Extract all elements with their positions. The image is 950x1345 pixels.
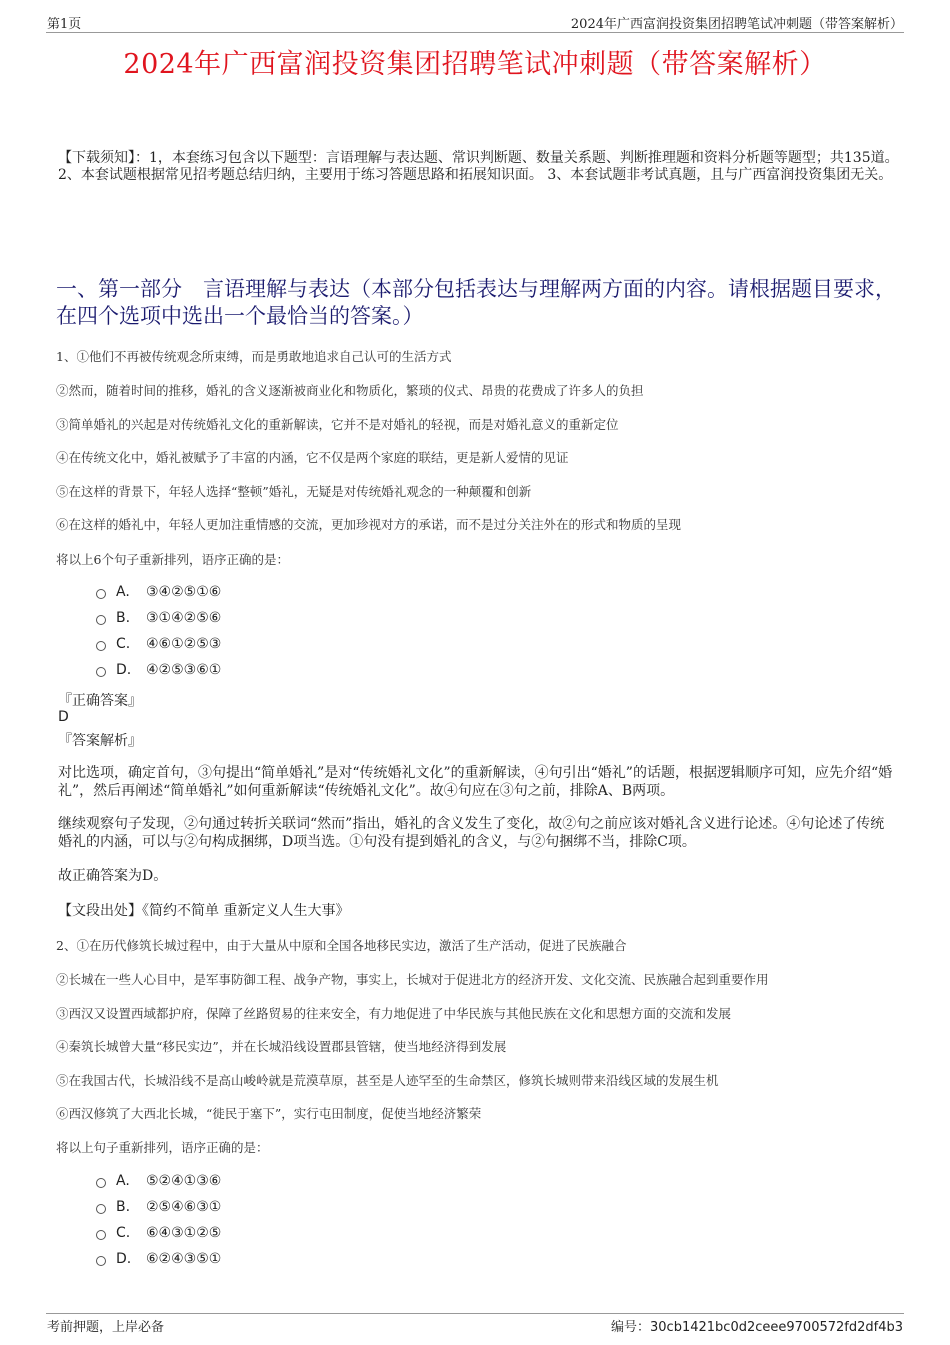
option-a[interactable] — [96, 1173, 221, 1189]
question-line: 2、①在历代修筑长城过程中，由于大量从中原和全国各地移民实边，激活了生产活动，促进了民族融合 — [56, 938, 627, 953]
question-line: ②然而，随着时间的推移，婚礼的含义逐渐被商业化和物质化，繁琐的仪式、昂贵的花费成了许多人的负担 — [56, 383, 644, 398]
option-text: ⑤②④①③⑥ — [146, 1173, 222, 1189]
option-letter: A. — [116, 584, 130, 600]
header-page-label: 第1页 — [47, 17, 82, 32]
analysis-label: 『答案解析』 — [58, 733, 142, 749]
option-c[interactable] — [96, 636, 221, 652]
option-letter: D. — [116, 662, 132, 678]
radio-icon[interactable] — [96, 1204, 106, 1214]
option-letter: C. — [116, 636, 131, 652]
source-citation: 【文段出处】《简约不简单 重新定义人生大事》 — [58, 903, 350, 919]
analysis-paragraph: 对比选项，确定首句，③句提出“简单婚礼”是对“传统婚礼文化”的重新解读，④句引出“婚礼”的话题，根据逻辑顺序可知，应先介绍“婚礼”，然后再阐述“简单婚礼”如何重新解读“传统婚礼文化”。故④句应在③句之前，排除A、B两项。 — [58, 765, 893, 799]
option-text: ⑥②④③⑤① — [146, 1251, 222, 1267]
option-b[interactable] — [96, 610, 221, 626]
question-line: 1、①他们不再被传统观念所束缚，而是勇敢地追求自己认可的生活方式 — [56, 349, 452, 364]
question-line: ②长城在一些人心目中，是军事防御工程、战争产物，事实上，长城对于促进北方的经济开发、文化交流、民族融合起到重要作用 — [56, 972, 769, 987]
option-b[interactable] — [96, 1199, 221, 1215]
option-text: ③①④②⑤⑥ — [146, 610, 222, 626]
question-line: ④秦筑长城曾大量“移民实边”，并在长城沿线设置郡县管辖，使当地经济得到发展 — [56, 1039, 507, 1054]
option-text: ②⑤④⑥③① — [146, 1199, 222, 1215]
footer-slogan: 考前押题，上岸必备 — [47, 1320, 165, 1335]
analysis-conclusion: 故正确答案为D。 — [58, 868, 168, 884]
option-text: ③④②⑤①⑥ — [146, 584, 222, 600]
answer-value: D — [58, 709, 69, 725]
question-line: ⑥在这样的婚礼中，年轻人更加注重情感的交流，更加珍视对方的承诺，而不是过分关注外在的形式和物质的呈现 — [56, 517, 682, 532]
option-text: ⑥④③①②⑤ — [146, 1225, 222, 1241]
radio-icon[interactable] — [96, 615, 106, 625]
option-letter: D. — [116, 1251, 132, 1267]
footer-code — [611, 1316, 903, 1335]
question-line: ③西汉又设置西域都护府，保障了丝路贸易的往来安全，有力地促进了中华民族与其他民族在文化和思想方面的交流和发展 — [56, 1006, 732, 1021]
question-prompt: 将以上句子重新排列，语序正确的是： — [56, 1140, 269, 1155]
footer-code-label: 编号： — [611, 1320, 651, 1335]
question-line: ⑤在这样的背景下，年轻人选择“整顿”婚礼，无疑是对传统婚礼观念的一种颠覆和创新 — [56, 484, 532, 499]
radio-icon[interactable] — [96, 667, 106, 677]
download-notice: 【下载须知】：1，本套练习包含以下题型：言语理解与表达题、常识判断题、数量关系题、判断推理题和资料分析题等题型；共135道。 2、本套试题根据常见招考题总结归纳，主要用于练习答题思路和拓展知识面。 3、本套试题非考试真题，且与广西富润投资集团无关。 — [58, 150, 899, 183]
option-letter: A. — [116, 1173, 130, 1189]
option-letter: C. — [116, 1225, 131, 1241]
page-title: 2024年广西富润投资集团招聘笔试冲刺题（带答案解析） — [123, 49, 827, 80]
analysis-paragraph: 继续观察句子发现，②句通过转折关联词“然而”指出，婚礼的含义发生了变化，故②句之前应该对婚礼含义进行论述。④句论述了传统婚礼的内涵，可以与②句构成捆绑，D项当选。①句没有提到婚礼的含义，与②句捆绑不当，排除C项。 — [58, 816, 885, 850]
radio-icon[interactable] — [96, 1230, 106, 1240]
option-letter: B. — [116, 610, 131, 626]
question-line: ⑤在我国古代，长城沿线不是高山峻岭就是荒漠草原，甚至是人迹罕至的生命禁区，修筑长城则带来沿线区域的发展生机 — [56, 1073, 719, 1088]
radio-icon[interactable] — [96, 1178, 106, 1188]
option-text: ④⑥①②⑤③ — [146, 636, 222, 652]
question-line: ④在传统文化中，婚礼被赋予了丰富的内涵，它不仅是两个家庭的联结，更是新人爱情的见证 — [56, 450, 569, 465]
option-c[interactable] — [96, 1225, 221, 1241]
footer-code-value: 30cb1421bc0d2ceee9700572fd2df4b3 — [650, 1320, 903, 1335]
radio-icon[interactable] — [96, 641, 106, 651]
footer-divider — [46, 1313, 904, 1314]
question-prompt: 将以上6个句子重新排列，语序正确的是： — [56, 552, 289, 567]
option-d[interactable] — [96, 662, 221, 678]
header-doc-title: 2024年广西富润投资集团招聘笔试冲刺题（带答案解析） — [570, 17, 903, 32]
radio-icon[interactable] — [96, 589, 106, 599]
answer-label: 『正确答案』 — [58, 693, 142, 709]
option-letter: B. — [116, 1199, 131, 1215]
option-text: ④②⑤③⑥① — [146, 662, 222, 678]
option-d[interactable] — [96, 1251, 221, 1267]
radio-icon[interactable] — [96, 1256, 106, 1266]
section-title: 一、第一部分 言语理解与表达（本部分包括表达与理解两方面的内容。请根据题目要求，在四个选项中选出一个最恰当的答案。） — [56, 277, 896, 328]
header-divider — [46, 32, 904, 33]
question-line: ⑥西汉修筑了大西北长城，“徙民于塞下”，实行屯田制度，促使当地经济繁荣 — [56, 1106, 482, 1121]
question-line: ③简单婚礼的兴起是对传统婚礼文化的重新解读，它并不是对婚礼的轻视，而是对婚礼意义的重新定位 — [56, 417, 619, 432]
option-a[interactable] — [96, 584, 221, 600]
